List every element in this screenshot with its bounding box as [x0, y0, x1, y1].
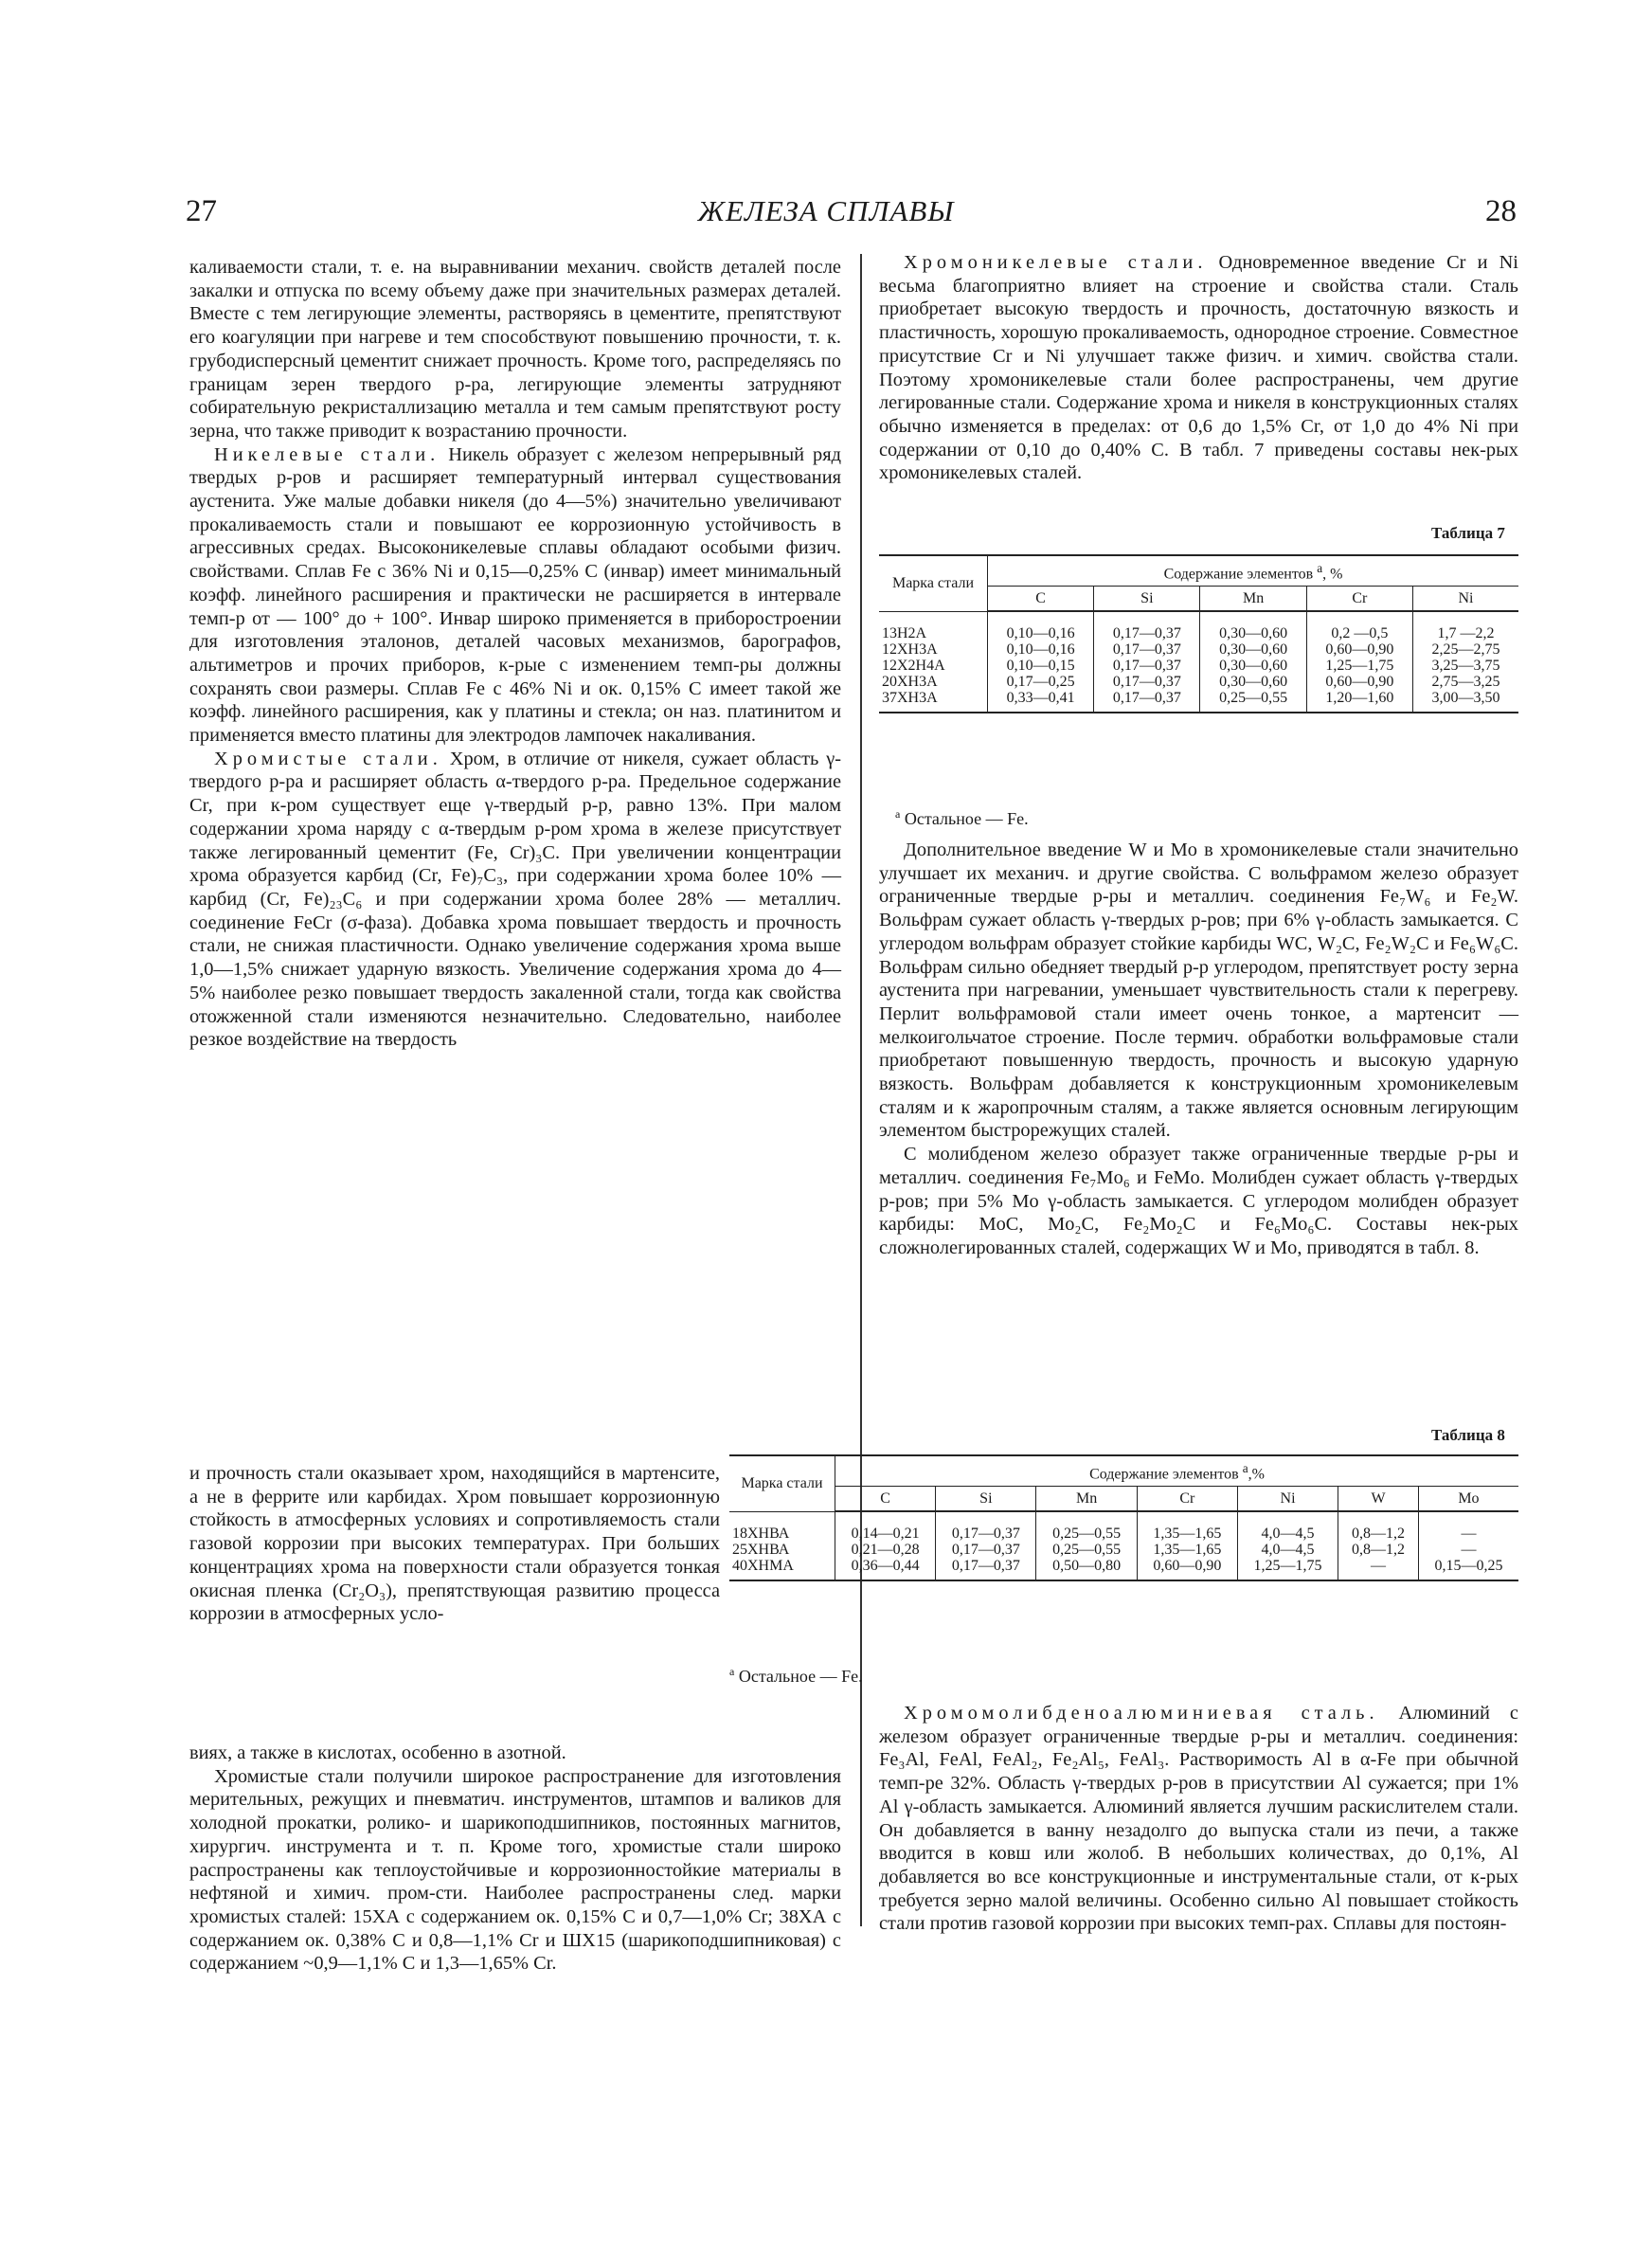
table-cell: 0,33—0,41: [988, 690, 1094, 713]
table-cell-mark: 12ХН3А: [879, 641, 988, 658]
left-column: [189, 256, 841, 1052]
table-cell: 2,75—3,25: [1412, 674, 1518, 690]
table-cell: 0,30—0,60: [1200, 611, 1306, 641]
running-title: ЖЕЛЕЗА СПЛАВЫ: [697, 194, 955, 227]
table8-col-mo: Mo: [1418, 1487, 1518, 1512]
table8-col-mn: Mn: [1036, 1487, 1137, 1512]
table-cell: 0,17—0,37: [1094, 611, 1200, 641]
paragraph-chromium-wrap: и прочность стали оказывает хром, находящийся в мартенсите, а не в феррите или карбидах. Хром повышает коррозионную стойкость в атмосферных условиях и сопротивляемость стали газовой коррозии при высоких температурах. При больших концентрациях хрома на поверхности стали образуется тонкая окисная пленка (Cr₂O₃), препятствующая развитию процесса коррозии в атмосферных усло-: [189, 1463, 720, 1625]
table-cell: 1,7 —2,2: [1412, 611, 1518, 641]
table8-col-si: Si: [936, 1487, 1036, 1512]
table-cell: 0,15—0,25: [1418, 1558, 1518, 1580]
table-cell: 0,2 —0,5: [1306, 611, 1412, 641]
table-cell: 0,17—0,37: [936, 1558, 1036, 1580]
table-cell: 0,25—0,55: [1036, 1511, 1137, 1542]
table-cell: 0,8—1,2: [1338, 1542, 1419, 1558]
table8-header-content: Содержание элементов $^а$,%: [835, 1455, 1519, 1487]
table8-caption: Таблица 8: [1431, 1426, 1505, 1444]
paragraph-aluminium: Хромомолибденоалюминиевая сталь. Алюминий с железом образует ограниченные твердые р-ры и металлич. соединения: Fe₃Al, FeAl, FeAl₂, Fe₂Al₅, FeAl₃. Растворимость Al в α-Fe при обычной темп-ре 32%. Область γ-твердых р-ров в присутствии Al сужается; при 1% Al γ-область замыкается. Алюминий является лучшим раскислителем стали. Он добавляется в ванну незадолго до выпуска стали из печи, а также вводится в ковш или жолоб. В небольших количествах, до 0,1%, Al добавляется во все конструкционные и инструментальные стали, от к-рых требуется зерно малой величины. Особенно сильно Al повышает стойкость стали против газовой коррозии при высоких темп-рах. Сплавы для постоян-: [879, 1703, 1518, 1935]
table-cell: 1,25—1,75: [1306, 658, 1412, 674]
table-cell: 4,0—4,5: [1237, 1511, 1338, 1542]
table-cell: 2,25—2,75: [1412, 641, 1518, 658]
paragraph-chromium: Хромистые стали. Хром, в отличие от никеля, сужает область γ-твердого р-ра и расширяет область α-твердого р-ра. Предельное содержание Cr, при к-ром существует еще γ-твердый р-р, равно 13%. При малом содержании хрома наряду с α-твердым р-ром хрома в железе присутствует также легированный цементит (Fe, Cr)₃C. При увеличении концентрации хрома образуется карбид (Cr, Fe)₇C₃, при содержании хрома более 10% — карбид (Cr, Fe)₂₃C₆ и при содержании хрома более 28% — металлич. соединение FeCr (σ-фаза). Добавка хрома повышает твердость и прочность стали, не снижая пластичности. Однако увеличение содержания хрома выше 1,0—1,5% снижает ударную вязкость. Увеличение содержания хрома до 4—5% наиболее резко повышает твердость закаленной стали, тогда как свойства отожженной стали изменяются незначительно. Следовательно, наиболее резкое воздействие на твердость: [189, 748, 841, 1051]
table-cell: 0,36—0,44: [835, 1558, 936, 1580]
page-number-right: 28: [1485, 194, 1517, 228]
section-heading-chromium: Хромистые стали.: [214, 748, 442, 769]
left-column-bottom: [189, 1742, 841, 1976]
table-cell: 0,10—0,15: [988, 658, 1094, 674]
table-row: [729, 1542, 1518, 1558]
table-cell: 4,0—4,5: [1237, 1542, 1338, 1558]
table-cell: 0,60—0,90: [1306, 641, 1412, 658]
table7-col-c: C: [988, 587, 1094, 612]
table-cell: 1,25—1,75: [1237, 1558, 1338, 1580]
table-cell: 1,20—1,60: [1306, 690, 1412, 713]
table7-caption: Таблица 7: [1431, 524, 1505, 542]
table8-col-ni: Ni: [1237, 1487, 1338, 1512]
table7-footnote: $^а$ Остальное — Fe.: [895, 807, 1029, 828]
table-cell: 0,17—0,37: [1094, 674, 1200, 690]
table-cell: 0,21—0,28: [835, 1542, 936, 1558]
table-cell-mark: 40ХНМА: [729, 1558, 835, 1580]
table-cell: 3,25—3,75: [1412, 658, 1518, 674]
table-cell: 0,10—0,16: [988, 641, 1094, 658]
table-cell: 0,17—0,37: [1094, 690, 1200, 713]
table7-header-mark: Марка стали: [879, 555, 988, 611]
section-heading-chromenickel: Хромоникелевые стали.: [904, 252, 1208, 273]
table-cell: 1,35—1,65: [1137, 1511, 1237, 1542]
table-row: [729, 1558, 1518, 1580]
table-cell-mark: 18ХНВА: [729, 1511, 835, 1542]
table-cell-mark: 13Н2А: [879, 611, 988, 641]
table7-col-cr: Cr: [1306, 587, 1412, 612]
table8-header-mark: Марка стали: [729, 1455, 835, 1511]
table-cell: 0,30—0,60: [1200, 641, 1306, 658]
table-row: [879, 674, 1518, 690]
table-cell: 0,8—1,2: [1338, 1511, 1419, 1542]
table-cell: 0,50—0,80: [1036, 1558, 1137, 1580]
table-cell-mark: 20ХН3А: [879, 674, 988, 690]
table-cell: 0,60—0,90: [1137, 1558, 1237, 1580]
table-cell: 0,25—0,55: [1036, 1542, 1137, 1558]
paragraph-continuation: каливаемости стали, т. е. на выравнивании механич. свойств деталей после закалки и отпуска по всему объему даже при значительных размерах деталей. Вместе с тем легирующие элементы, растворяясь в цементите, препятствуют его коагуляции при нагреве и тем способствуют повышению прочности, т. к. грубодисперсный цементит снижает прочность. Кроме того, распределяясь по границам зерен твердого р-ра, легирующие элементы затрудняют собирательную рекристаллизацию металла и тем самым препятствуют росту зерна, что также приводит к возрастанию прочности.: [189, 257, 841, 442]
paragraph-chromium-end: виях, а также в кислотах, особенно в азотной.: [189, 1742, 566, 1763]
table8: [729, 1454, 1518, 1581]
right-column-middle: [879, 839, 1518, 1260]
table-cell: —: [1338, 1558, 1419, 1580]
section-heading-aluminium: Хромомолибденоалюминиевая сталь.: [904, 1703, 1379, 1724]
table-row: [879, 690, 1518, 713]
table8-footnote: $^а$ Остальное — Fe.: [729, 1665, 863, 1686]
table-cell: 0,60—0,90: [1306, 674, 1412, 690]
table8-col-w: W: [1338, 1487, 1419, 1512]
table-row: [879, 658, 1518, 674]
right-column: [879, 251, 1518, 485]
table-cell: 0,14—0,21: [835, 1511, 936, 1542]
table-cell: 1,35—1,65: [1137, 1542, 1237, 1558]
table-cell: 0,17—0,37: [1094, 658, 1200, 674]
left-wrap-text: [189, 1462, 720, 1626]
paragraph-nickel: Никелевые стали. Никель образует с железом непрерывный ряд твердых р-ров и расширяет температурный интервал существования аустенита. Уже малые добавки никеля (до 4—5%) значительно увеличивают прокаливаемость стали и повышают ее коррозионную устойчивость в агрессивных средах. Высоконикелевые сплавы обладают особыми физич. свойствами. Сплав Fe с 36% Ni и 0,15—0,25% С (инвар) имеет минимальный коэфф. линейного расширения и практически не расширяется в интервале темп-р от — 100° до + 100°. Инвар широко применяется в приборостроении для изготовления эталонов, деталей часовых механизмов, барографов, альтиметров и прочих приборов, к-рые с изменением темп-ры должны сохранять свои размеры. Сплав Fe с 46% Ni и ок. 0,15% С имеет такой же коэфф. линейного расширения, как у платины и стекла; он наз. платинитом и применяется вместо платины для электродов лампочек накаливания.: [189, 443, 841, 747]
section-heading-nickel: Никелевые стали.: [214, 443, 440, 465]
table-cell: 0,17—0,25: [988, 674, 1094, 690]
table7-col-si: Si: [1094, 587, 1200, 612]
paragraph-chromium-uses: Хромистые стали получили широкое распространение для изготовления мерительных, режущих и пневматич. инструментов, штампов и валиков для холодной прокатки, ролико- и шарикоподшипников, постоянных магнитов, хирургич. инструмента и т. п. Кроме того, хромистые стали широко распространены как теплоустойчивые и коррозионностойкие материалы в нефтяной и химич. пром-сти. Наиболее распространены след. марки хромистых сталей: 15ХА с содержанием ок. 0,15% С и 0,7—1,0% Cr; 38ХА с содержанием ок. 0,38% С и 0,8—1,1% Cr и ШХ15 (шарикоподшипниковая) с содержанием ~0,9—1,1% С и 1,3—1,65% Cr.: [189, 1765, 841, 1975]
paragraph-molybdenum: С молибденом железо образует также ограниченные твердые р-ры и металлич. соединения Fe₇Mo₆ и FeMo. Молибден сужает область γ-твердых р-ров; при 5% Mo γ-область замыкается. С углеродом молибден образует карбиды: MoC, Mo₂C, Fe₂Mo₂C и Fe₆Mo₆C. Составы нек-рых сложнолегированных сталей, содержащих W и Mo, приводятся в табл. 8.: [879, 1144, 1518, 1258]
table-cell: 0,17—0,37: [936, 1511, 1036, 1542]
page-number-left: 27: [186, 194, 217, 228]
table-cell-mark: 37ХН3А: [879, 690, 988, 713]
table-cell: 0,10—0,16: [988, 611, 1094, 641]
table-row: [729, 1511, 1518, 1542]
table-row: [879, 641, 1518, 658]
table-cell: —: [1418, 1511, 1518, 1542]
table-cell: 0,25—0,55: [1200, 690, 1306, 713]
table-cell-mark: 25ХНВА: [729, 1542, 835, 1558]
table-row: [879, 611, 1518, 641]
table-cell: 3,00—3,50: [1412, 690, 1518, 713]
table7-col-mn: Mn: [1200, 587, 1306, 612]
paragraph-chromenickel: Хромоникелевые стали. Одновременное введение Cr и Ni весьма благоприятно влияет на строение и свойства стали. Сталь приобретает высокую твердость и прочность, достаточную вязкость и пластичность, хорошую прокаливаемость, однородное строение. Совместное присутствие Cr и Ni улучшает также физич. и химич. свойства стали. Поэтому хромоникелевые стали более распространены, чем другие легированные стали. Содержание хрома и никеля в конструкционных сталях обычно изменяется в пределах: от 0,6 до 1,5% Cr, от 1,0 до 4% Ni при содержании от 0,10 до 0,40% С. В табл. 7 приведены составы нек-рых хромоникелевых сталей.: [879, 252, 1518, 484]
table-cell: 0,30—0,60: [1200, 674, 1306, 690]
table-cell: 0,17—0,37: [936, 1542, 1036, 1558]
table8-col-c: C: [835, 1487, 936, 1512]
table7-header-content: Содержание элементов $^а$, %: [988, 555, 1519, 587]
paragraph-tungsten: Дополнительное введение W и Mo в хромоникелевые стали значительно улучшает их механич. и другие свойства. С вольфрамом железо образует ограниченные твердые р-ры и металлич. соединения Fe₇W₆ и Fe₂W. Вольфрам сужает область γ-твердых р-ров; при 6% γ-область замыкается. С углеродом вольфрам образует стойкие карбиды WC, W₂C, Fe₂W₂C и Fe₆W₆C. Вольфрам сильно обедняет твердый р-р углеродом, препятствует росту зерна аустенита при нагревании, уменьшает чувствительность стали к перегреву. Перлит вольфрамовой стали имеет очень тонкое, а мартенсит — мелкоигольчатое строение. После термич. обработки вольфрамовые стали приобретают повышенную твердость, прочность и высокую ударную вязкость. Вольфрам добавляется к конструкционным хромоникелевым сталям и к жаропрочным сталям, а также является основным легирующим элементом быстрорежущих сталей.: [879, 840, 1518, 1142]
table-cell: 0,30—0,60: [1200, 658, 1306, 674]
table-cell-mark: 12Х2Н4А: [879, 658, 988, 674]
table7: [879, 554, 1518, 713]
table-cell: —: [1418, 1542, 1518, 1558]
table8-col-cr: Cr: [1137, 1487, 1237, 1512]
right-column-bottom: [879, 1702, 1518, 1936]
table7-col-ni: Ni: [1412, 587, 1518, 612]
table-cell: 0,17—0,37: [1094, 641, 1200, 658]
